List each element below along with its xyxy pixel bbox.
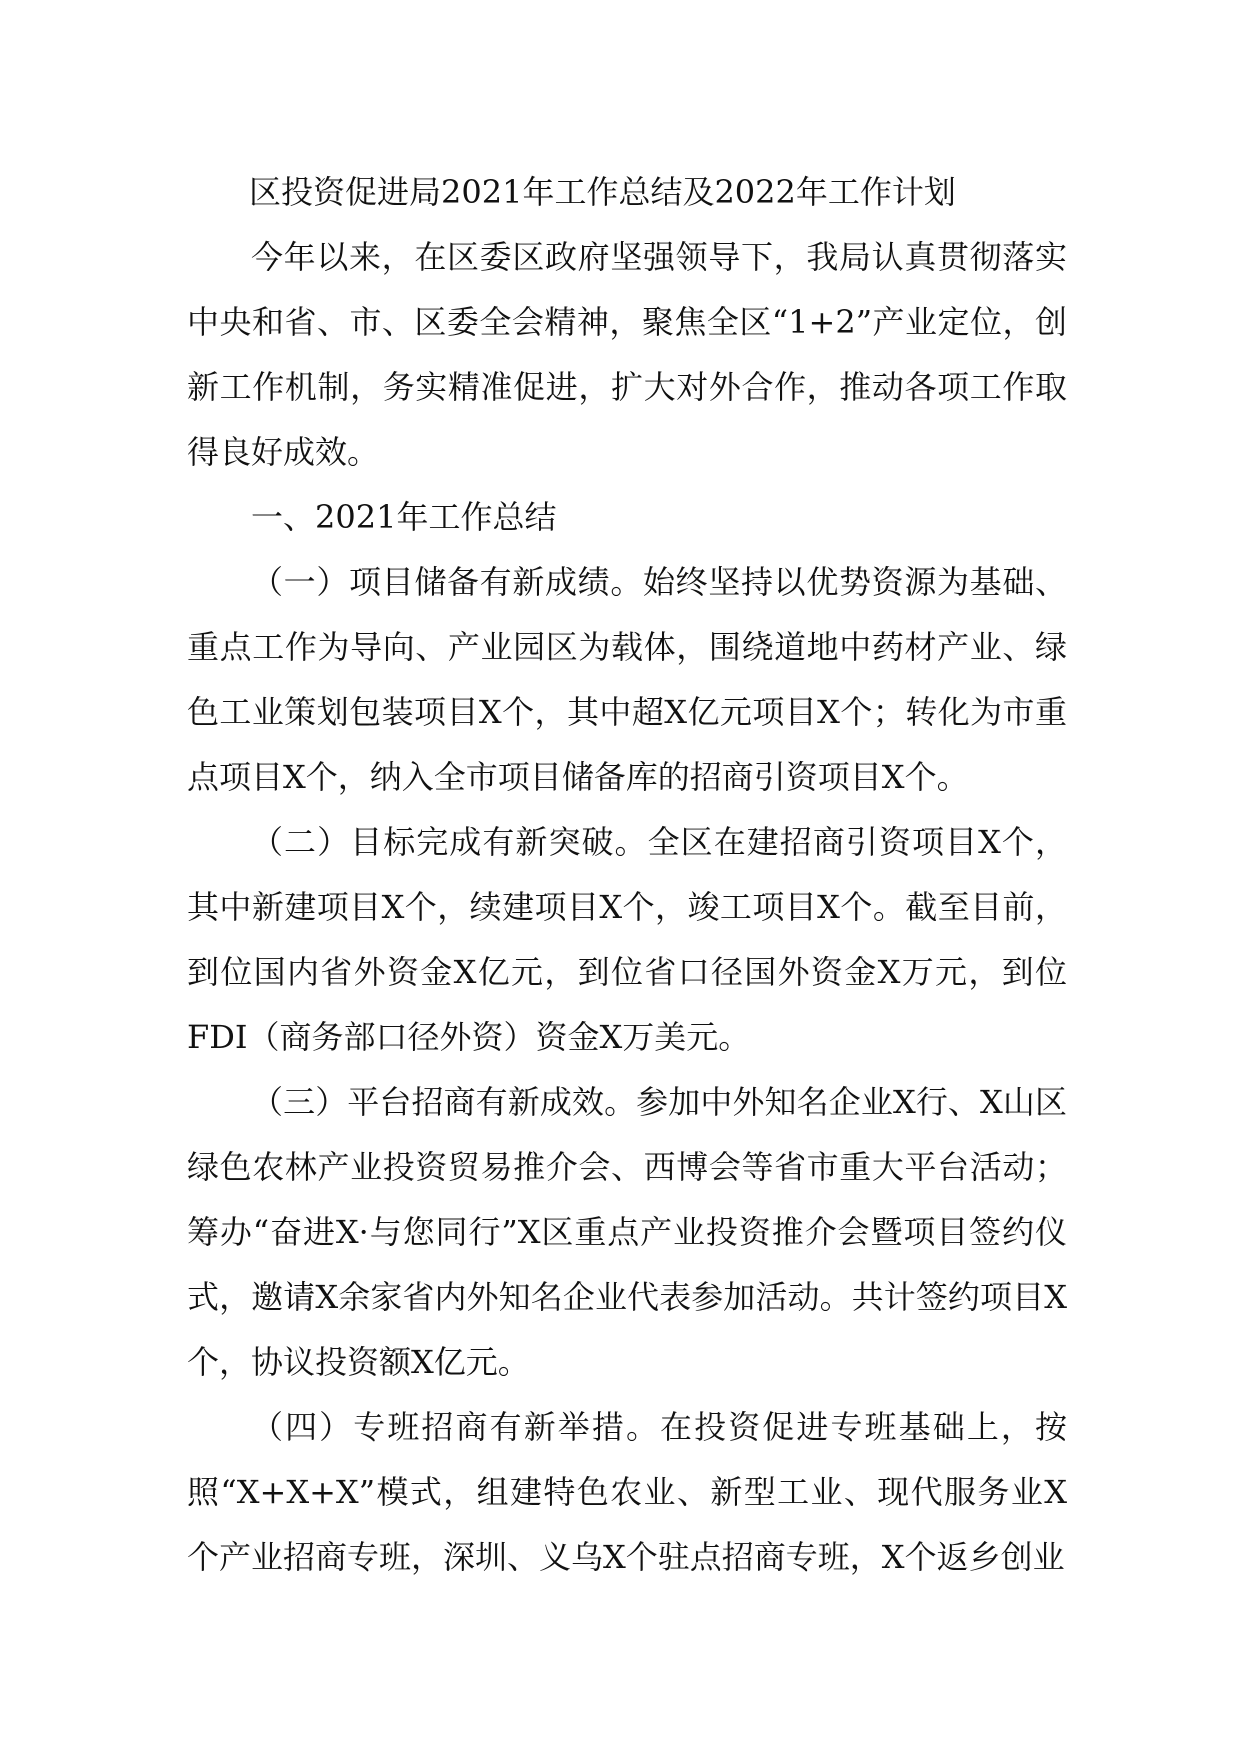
document-page bbox=[187, 160, 1067, 1590]
paragraph-target-completion: （二）目标完成有新突破。全区在建招商引资项目X个，其中新建项目X个，续建项目X个，竣工项目X个。截至目前，到位国内省外资金X亿元，到位省口径国外资金X万元，到位FDI（商务部口径外资）资金X万美元。 bbox=[187, 823, 1067, 1056]
paragraph-task-force-investment: （四）专班招商有新举措。在投资促进专班基础上，按照“X+X+X”模式，组建特色农业、新型工业、现代服务业X个产业招商专班，深圳、义乌X个驻点招商专班，X个返乡创业 bbox=[187, 1408, 1067, 1576]
paragraph-project-reserve: （一）项目储备有新成绩。始终坚持以优势资源为基础、重点工作为导向、产业园区为载体，围绕道地中药材产业、绿色工业策划包装项目X个，其中超X亿元项目X个；转化为市重点项目X个，纳入全市项目储备库的招商引资项目X个。 bbox=[187, 563, 1067, 796]
paragraph-platform-investment: （三）平台招商有新成效。参加中外知名企业X行、X山区绿色农林产业投资贸易推介会、西博会等省市重大平台活动；筹办“奋进X·与您同行”X区重点产业投资推介会暨项目签约仪式，邀请X余家省内外知名企业代表参加活动。共计签约项目X个，协议投资额X亿元。 bbox=[187, 1083, 1067, 1381]
paragraph-intro: 今年以来，在区委区政府坚强领导下，我局认真贯彻落实中央和省、市、区委全会精神，聚焦全区“1+2”产业定位，创新工作机制，务实精准促进，扩大对外合作，推动各项工作取得良好成效。 bbox=[187, 238, 1067, 471]
section-heading-2021-summary: 一、2021年工作总结 bbox=[251, 498, 557, 536]
document-title: 区投资促进局2021年工作总结及2022年工作计划 bbox=[249, 173, 956, 211]
